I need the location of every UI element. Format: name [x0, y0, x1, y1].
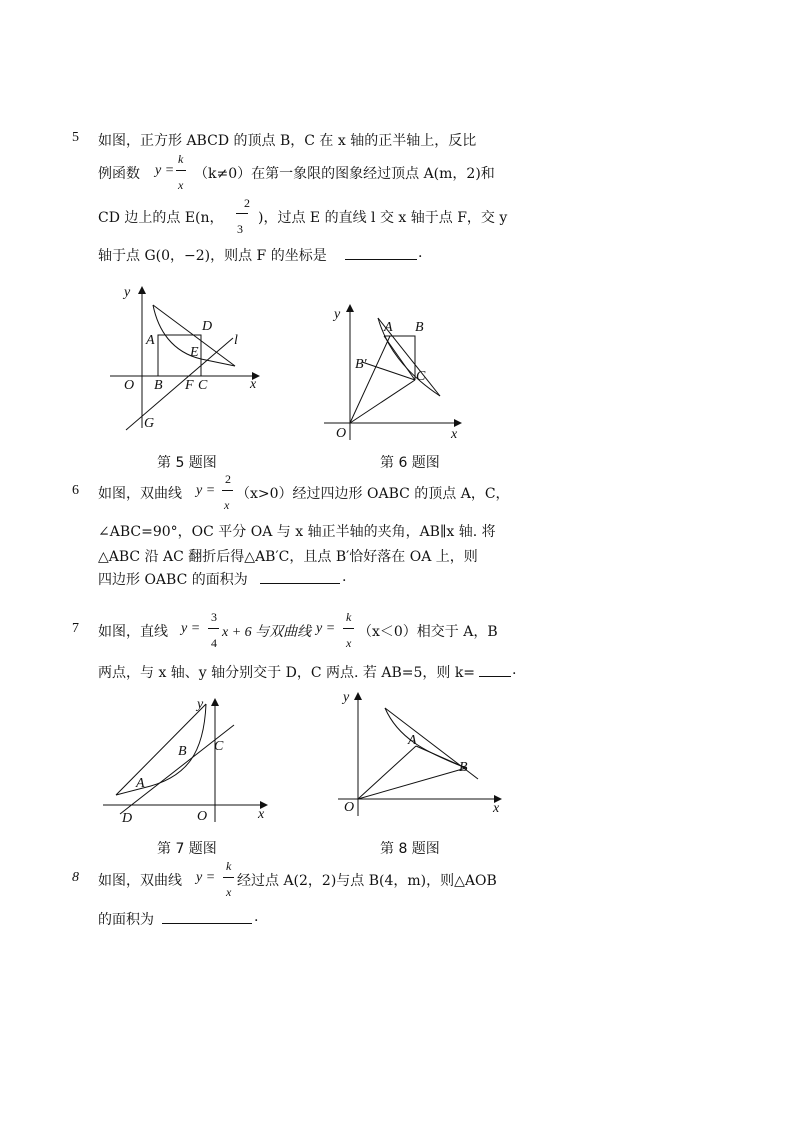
problem-7-frac2-den: x — [346, 636, 352, 650]
fig5-label-G: G — [144, 416, 155, 431]
fig7-label-A: A — [136, 776, 145, 791]
problem-8-line-2: 的面积为 — [98, 912, 154, 928]
problem-6-answer-blank[interactable] — [260, 569, 340, 584]
problem-8-frac-num: k — [226, 859, 232, 873]
fig8-label-B: B — [459, 760, 468, 775]
problem-5-line-4: 轴于点 G(0，−2)，则点 F 的坐标是 — [98, 248, 327, 264]
problem-7-line-2: 两点，与 x 轴、y 轴分别交于 D，C 两点. 若 AB=5，则 k= — [98, 665, 476, 681]
problem-6-line-1-post: （x>0）经过四边形 OABC 的顶点 A，C， — [236, 486, 510, 502]
problem-5-answer-blank[interactable] — [345, 245, 417, 260]
problem-5-e-num: 2 — [244, 196, 250, 210]
fig5-label-B: B — [154, 378, 163, 393]
fig5-label-C: C — [198, 378, 208, 393]
fig6-label-B: B — [415, 320, 424, 335]
problem-7-answer-blank[interactable] — [479, 662, 511, 677]
problem-5-line-2-pre: 例函数 — [98, 166, 140, 182]
fig6-label-C: C — [416, 369, 426, 384]
problem-8-line-1-post: 经过点 A(2，2)与点 B(4，m)，则△AOB — [237, 873, 497, 889]
problem-5-line-2-post: （k≠0）在第一象限的图象经过顶点 A(m，2)和 — [194, 166, 495, 182]
fig7-label-x: x — [258, 807, 265, 822]
problem-7-frac-bar — [208, 628, 219, 629]
problem-5-line-3-pre: CD 边上的点 E(n， — [98, 210, 224, 226]
problem-6-frac-num: 2 — [225, 472, 231, 486]
fig5-label-F: F — [185, 378, 194, 393]
problem-8-line-1-pre: 如图，双曲线 — [98, 873, 182, 889]
fig6-label-y: y — [334, 307, 341, 322]
problem-6-number: 6 — [72, 483, 79, 498]
fig7-label-O: O — [197, 809, 208, 824]
figure-6-caption: 第 6 题图 — [380, 455, 440, 471]
figure-6 — [320, 300, 470, 445]
problem-8-period: . — [254, 909, 259, 925]
fig5-label-l: l — [234, 333, 238, 348]
fig8-label-O: O — [344, 800, 355, 815]
figure-5 — [100, 278, 270, 438]
problem-6-y-equals: y = — [196, 483, 216, 498]
problem-8-frac-bar — [223, 877, 234, 878]
fig8-label-A: A — [408, 733, 417, 748]
fig7-label-B: B — [178, 744, 187, 759]
problem-6-period: . — [342, 569, 347, 585]
problem-6-line-4: 四边形 OABC 的面积为 — [98, 572, 248, 588]
problem-5-e-bar — [236, 213, 248, 214]
figure-5-caption: 第 5 题图 — [157, 455, 217, 471]
fig5-label-O: O — [124, 378, 135, 393]
problem-5-line-1: 如图，正方形 ABCD 的顶点 B，C 在 x 轴的正半轴上，反比 — [98, 133, 477, 149]
problem-5-frac-bar — [176, 170, 186, 171]
fig6-label-B-prime: B′ — [355, 357, 367, 372]
problem-7-line-1-pre: 如图，直线 — [98, 624, 168, 640]
fig5-label-y: y — [124, 285, 131, 300]
problem-7-line-1-mid: x + 6 与双曲线 — [222, 625, 312, 640]
problem-5-e-den: 3 — [237, 222, 243, 236]
problem-6-frac-bar — [222, 490, 233, 491]
problem-8-answer-blank[interactable] — [162, 909, 252, 924]
problem-7-y-equals: y = — [181, 621, 201, 636]
problem-8-number: 8 — [72, 870, 79, 885]
fig8-label-x: x — [493, 801, 500, 816]
problem-5-number: 5 — [72, 130, 79, 145]
fig5-label-x: x — [250, 377, 257, 392]
problem-6-frac-den: x — [224, 498, 230, 512]
problem-7-frac-num: 3 — [211, 610, 217, 624]
fig6-label-x: x — [451, 427, 458, 442]
problem-6-line-1-pre: 如图，双曲线 — [98, 486, 182, 502]
problem-7-frac2-bar — [343, 628, 354, 629]
fig5-label-E: E — [190, 345, 199, 360]
problem-5-frac-den: x — [178, 178, 184, 192]
fig7-label-C: C — [214, 739, 224, 754]
problem-7-y-equals-2: y = — [316, 621, 336, 636]
fig6-label-O: O — [336, 426, 347, 441]
figure-7-caption: 第 7 题图 — [157, 841, 217, 857]
fig8-label-y: y — [343, 690, 350, 705]
problem-5-line-3-post: )，过点 E 的直线 l 交 x 轴于点 F，交 y — [258, 210, 508, 226]
fig6-label-A: A — [384, 320, 393, 335]
problem-7-line-1-post: （x＜0）相交于 A，B — [358, 624, 498, 640]
problem-7-frac-den: 4 — [211, 636, 217, 650]
fig5-label-D: D — [202, 319, 213, 334]
problem-5-period: . — [418, 245, 423, 261]
problem-8-frac-den: x — [226, 885, 232, 899]
fig7-label-D: D — [122, 811, 133, 826]
problem-7-period: . — [512, 662, 517, 678]
fig7-label-y: y — [197, 697, 204, 712]
problem-7-number: 7 — [72, 621, 79, 636]
problem-6-line-3: △ABC 沿 AC 翻折后得△AB′C，且点 B′恰好落在 OA 上，则 — [98, 549, 478, 565]
problem-8-y-equals: y = — [196, 870, 216, 885]
problem-6-line-2: ∠ABC=90°，OC 平分 OA 与 x 轴正半轴的夹角，AB∥x 轴. 将 — [98, 524, 496, 540]
fig5-label-A: A — [146, 333, 155, 348]
problem-7-frac2-num: k — [346, 610, 352, 624]
figure-8 — [330, 686, 505, 821]
problem-5-frac-num: k — [178, 152, 184, 166]
problem-5-y-equals: y = — [155, 163, 175, 178]
figure-8-caption: 第 8 题图 — [380, 841, 440, 857]
figure-7 — [98, 692, 278, 827]
